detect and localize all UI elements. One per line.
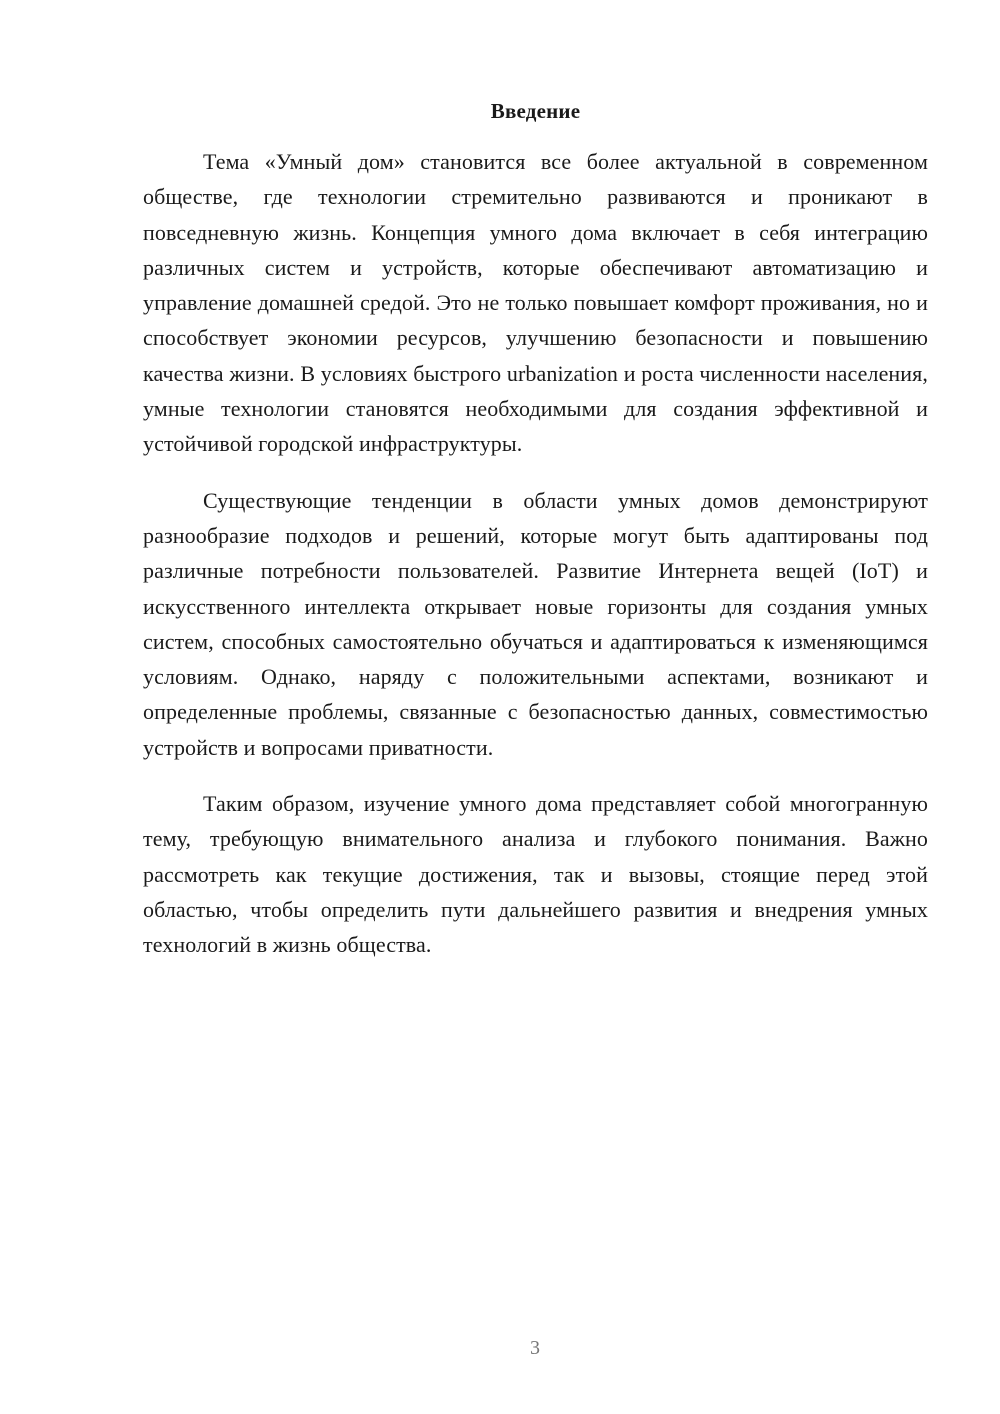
page-title: Введение bbox=[490, 99, 581, 123]
paragraph-introduction-1: Тема «Умный дом» становится все более актуальной в современном обществе, где технологии стремительно развиваются и проникают в повседневную жизнь. Концепция умного дома включает в себя интеграцию различных систем и устройств, которые обеспечивают автоматизацию и управление домашней средой. Это не только повышает комфорт проживания, но и способствует экономии ресурсов, улучшению безопасности и повышению качества жизни. В условиях быстрого urbanization и роста численности населения, умные технологии становятся необходимыми для создания эффективной и устойчивой городской инфраструктуры. bbox=[143, 149, 928, 457]
paragraph-introduction-3: Таким образом, изучение умного дома представляет собой многогранную тему, требующую внимательного анализа и глубокого понимания. Важно рассмотреть как текущие достижения, так и вызовы, стоящие перед этой областью, чтобы определить пути дальнейшего развития и внедрения умных технологий в жизнь общества. bbox=[143, 791, 928, 958]
page-number: 3 bbox=[530, 1337, 540, 1359]
page-content bbox=[143, 94, 928, 984]
paragraph-introduction-2: Существующие тенденции в области умных домов демонстрируют разнообразие подходов и решений, которые могут быть адаптированы под различные потребности пользователей. Развитие Интернета вещей (IoT) и искусственного интеллекта открывает новые горизонты для создания умных систем, способных самостоятельно обучаться и адаптироваться к изменяющимся условиям. Однако, наряду с положительными аспектами, возникают и определенные проблемы, связанные с безопасностью данных, совместимостью устройств и вопросами приватности. bbox=[143, 487, 928, 760]
